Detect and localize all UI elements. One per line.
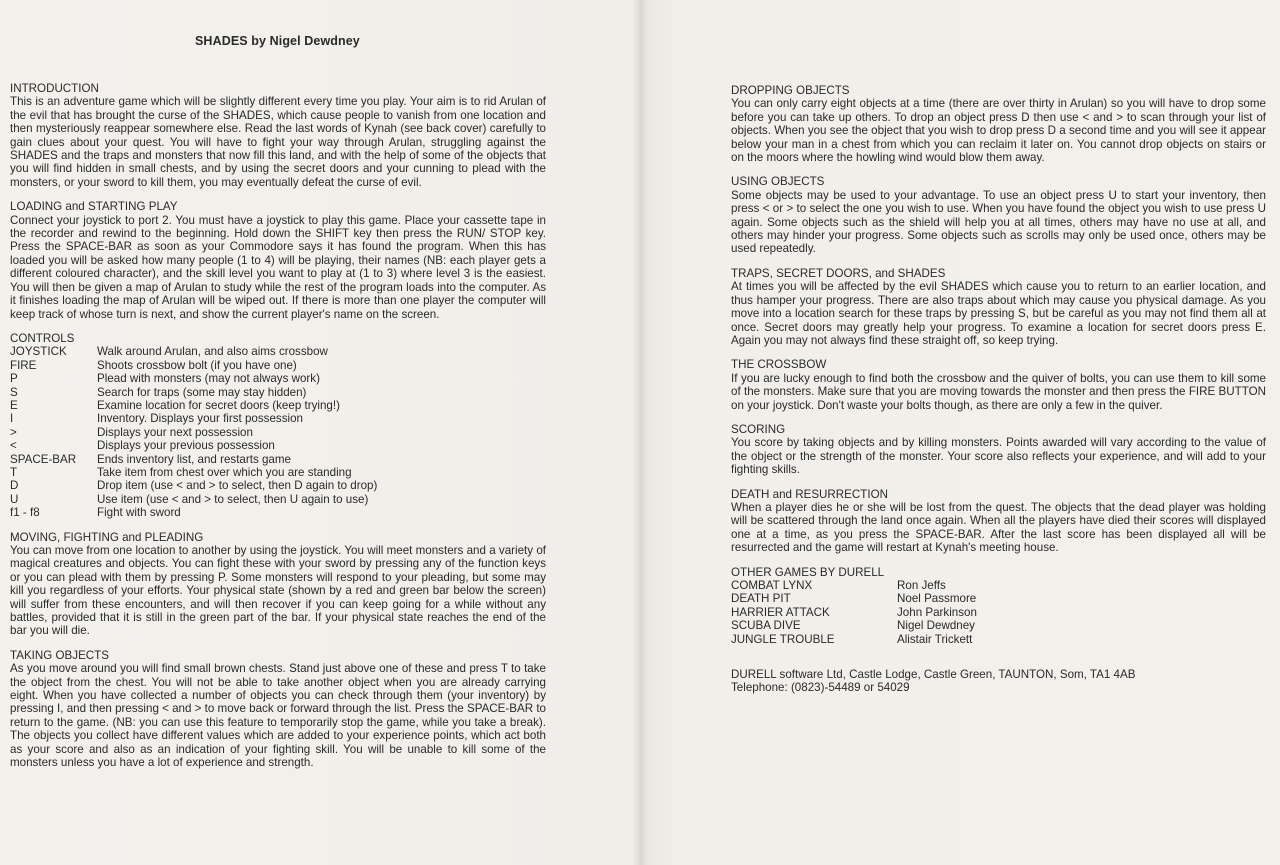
control-row xyxy=(10,506,377,519)
right-column xyxy=(731,84,1266,695)
section-text: You can move from one location to another by using the joystick. You will meet monsters and a variety of magical creatures and objects. You can fight these with your sword by pressing any of the function keys or you can plead with them by pressing P. Some monsters will respond to your pleading, but some may kill you regardless of your efforts. Your physical state (shown by a red and green bar below the screen) will suffer from these encounters, and will then recover if you can keep going for a while without any battles, provided that it is still in the green part of the bar. If your physical state reaches the end of the bar you will die. xyxy=(10,544,546,638)
control-row xyxy=(10,439,377,452)
control-row xyxy=(10,345,377,358)
page-fold xyxy=(632,0,648,865)
control-desc: Use item (use < and > to select, then U again to use) xyxy=(97,492,369,506)
contact-telephone: Telephone: (0823)-54489 or 54029 xyxy=(731,681,910,695)
game-row xyxy=(731,619,977,632)
section-scoring xyxy=(731,423,1266,477)
control-desc: Shoots crossbow bolt (if you have one) xyxy=(97,358,297,372)
section-heading: DEATH and RESURRECTION xyxy=(731,487,888,501)
game-title: COMBAT LYNX xyxy=(731,579,813,592)
control-key: > xyxy=(10,425,17,439)
section-heading: THE CROSSBOW xyxy=(731,358,827,372)
control-desc: Search for traps (some may stay hidden) xyxy=(97,385,307,399)
game-title: JUNGLE TROUBLE xyxy=(731,632,835,646)
control-desc: Fight with sword xyxy=(97,506,181,520)
game-title: SCUBA DIVE xyxy=(731,619,801,633)
control-key: f1 - f8 xyxy=(10,506,40,520)
game-title: HARRIER ATTACK xyxy=(731,605,830,619)
section-heading: LOADING and STARTING PLAY xyxy=(10,200,178,214)
section-heading: CONTROLS xyxy=(10,331,75,345)
control-desc: Take item from chest over which you are standing xyxy=(97,465,352,479)
game-row xyxy=(731,579,977,592)
section-heading: OTHER GAMES BY DURELL xyxy=(731,565,885,579)
section-heading: TRAPS, SECRET DOORS, and SHADES xyxy=(731,266,946,280)
control-key: P xyxy=(10,372,18,386)
control-desc: Ends inventory list, and restarts game xyxy=(97,452,291,466)
control-row xyxy=(10,493,377,506)
control-key: U xyxy=(10,492,19,506)
control-key: T xyxy=(10,465,18,479)
section-heading: INTRODUCTION xyxy=(10,82,99,95)
section-other-games xyxy=(731,566,1266,646)
control-key: I xyxy=(10,412,14,426)
control-key: FIRE xyxy=(10,358,37,372)
control-key: JOYSTICK xyxy=(10,345,67,359)
other-games-table xyxy=(731,579,977,646)
section-traps xyxy=(731,267,1266,347)
control-desc: Displays your previous possession xyxy=(97,439,275,453)
section-text: If you are lucky enough to find both the crossbow and the quiver of bolts, you can use them to kill some of the monsters. Make sure that you are moving towards the monster and then press the FIRE BUTTON on your joystick. Don't waste your bolts though, as there are only a few in the quiver. xyxy=(731,371,1266,412)
game-author: John Parkinson xyxy=(897,605,977,619)
section-text: When a player dies he or she will be lost from the quest. The objects that the dead player was holding will be scattered through the land once again. When all the players have died their scores will displayed one at a time, as you press the SPACE-BAR. After the last score has been displayed all will be resurrected and the game will restart at Kynah's meeting house. xyxy=(731,500,1266,555)
control-row xyxy=(10,359,377,372)
control-key: D xyxy=(10,479,19,493)
control-row xyxy=(10,372,377,385)
game-author: Ron Jeffs xyxy=(897,579,946,592)
game-row xyxy=(731,592,977,605)
control-desc: Walk around Arulan, and also aims crossbow xyxy=(97,345,328,359)
section-text: At times you will be affected by the evil SHADES which cause you to return to an earlier location, and thus hamper your progress. There are also traps about which may cause you physical damage. As you move into a location search for these traps by pressing S, but be careful as you may not find them all at once. Secret doors may greatly help your progress. To examine a location for secret doors press E. Again you may not always find these straight off, so keep trying. xyxy=(731,280,1266,347)
control-row xyxy=(10,466,377,479)
control-key: E xyxy=(10,398,18,412)
game-title: DEATH PIT xyxy=(731,592,791,606)
control-key: SPACE-BAR xyxy=(10,452,77,466)
control-desc: Drop item (use < and > to select, then D again to drop) xyxy=(97,479,378,493)
control-row xyxy=(10,386,377,399)
section-moving xyxy=(10,531,546,638)
control-row xyxy=(10,479,377,492)
controls-table xyxy=(10,345,377,519)
manual-title: SHADES by Nigel Dewdney xyxy=(195,34,360,48)
section-text: Some objects may be used to your advantage. To use an object press U to start your inventory, then press < or > to select the one you wish to use. When you have found the object you wish to use press U again. Some objects such as the shield will help you at all times, others may have no use at all, and others may hinder your progress. Some objects such as scrolls may only be used once, others may be used repeatedly. xyxy=(731,188,1266,256)
section-heading: SCORING xyxy=(731,422,786,436)
section-using-objects xyxy=(731,175,1266,255)
section-heading: MOVING, FIGHTING and PLEADING xyxy=(10,530,204,544)
section-loading xyxy=(10,200,546,321)
section-text: Connect your joystick to port 2. You must have a joystick to play this game. Place your cassette tape in the recorder and rewind to the beginning. Hold down the SHIFT key then press the RUN/ STOP key. Press the SPACE-BAR as soon as your Commodore says it has found the program. When this has loaded you will be asked how many people (1 to 4) will be playing, their names (NB: each player gets a different coloured character), and the skill level you want to play at (1 to 3) where level 3 is the easiest. You will then be given a map of Arulan to study while the rest of the program loads into the computer. As it finishes loading the map of Arulan will be wiped out. If there is more than one player the computer will keep track of whose turn is next, and show the current player's name on the screen. xyxy=(10,213,546,321)
section-text: You can only carry eight objects at a time (there are over thirty in Arulan) so you will have to drop some before you can take up others. To drop an object press D then use < and > to scan through your list of objects. When you see the object that you wish to drop press D a second time and you will see it appear below your man in a chest from which you can reclaim it later on. You cannot drop objects on stairs or on the moors where the howling wind would blow them away. xyxy=(731,97,1266,165)
game-author: Nigel Dewdney xyxy=(897,619,975,633)
section-death xyxy=(731,488,1266,555)
game-row xyxy=(731,606,977,619)
section-controls xyxy=(10,332,546,520)
section-heading: USING OBJECTS xyxy=(731,175,825,189)
section-text: As you move around you will find small brown chests. Stand just above one of these and press T to take the object from the chest. You will not be able to take another object when you are already carrying eight. When you have collected a number of objects you can check through them (your inventory) by pressing I, and then pressing < and > to move back or forward through the list. Press the SPACE-BAR to return to the game. (NB: you can use this feature to temporarily stop the game, while you take a break). The objects you collect have different values which are added to your experience points, which act both as your score and also as an indication of your fighting skill. You will be unable to kill some of the monsters unless you have a lot of experience and strength. xyxy=(10,662,546,770)
control-row xyxy=(10,426,377,439)
control-desc: Inventory. Displays your first possession xyxy=(97,412,303,426)
control-row xyxy=(10,453,377,466)
game-author: Alistair Trickett xyxy=(897,632,973,646)
section-heading: TAKING OBJECTS xyxy=(10,648,109,662)
section-text: This is an adventure game which will be slightly different every time you play. Your aim is to rid Arulan of the evil that has brought the curse of the SHADES, which cause people to vanish from one location and then mysteriously reappear somewhere else. Read the last words of Kynah (see back cover) carefully to gain clues about your quest. You will have to fight your way through Arulan, struggling against the SHADES and the traps and monsters that now fill this land, and with the help of some of the objects that you will find hidden in small chests, and by using the secret doors and your cunning to plead with the monsters, or your sword to kill them, you may eventually defeat the curse of evil. xyxy=(10,95,546,189)
game-author: Noel Passmore xyxy=(897,592,977,606)
section-crossbow xyxy=(731,358,1266,412)
section-heading: DROPPING OBJECTS xyxy=(731,84,850,97)
section-text: You score by taking objects and by killing monsters. Points awarded will vary according to the value of the object or the strength of the monster. Your score also reflects your experience, and will add to your fighting skills. xyxy=(731,436,1266,477)
left-column xyxy=(10,82,546,781)
control-row xyxy=(10,399,377,412)
game-row xyxy=(731,633,977,646)
section-dropping-objects xyxy=(731,84,1266,164)
control-key: S xyxy=(10,385,18,399)
contact-address: DURELL software Ltd, Castle Lodge, Castle Green, TAUNTON, Som, TA1 4AB xyxy=(731,668,1136,682)
section-taking-objects xyxy=(10,649,546,770)
control-desc: Plead with monsters (may not always work) xyxy=(97,372,320,386)
control-desc: Examine location for secret doors (keep trying!) xyxy=(97,398,340,412)
control-key: < xyxy=(10,439,17,453)
control-desc: Displays your next possession xyxy=(97,425,253,439)
control-row xyxy=(10,412,377,425)
section-introduction xyxy=(10,82,546,189)
contact-block xyxy=(731,668,1266,695)
